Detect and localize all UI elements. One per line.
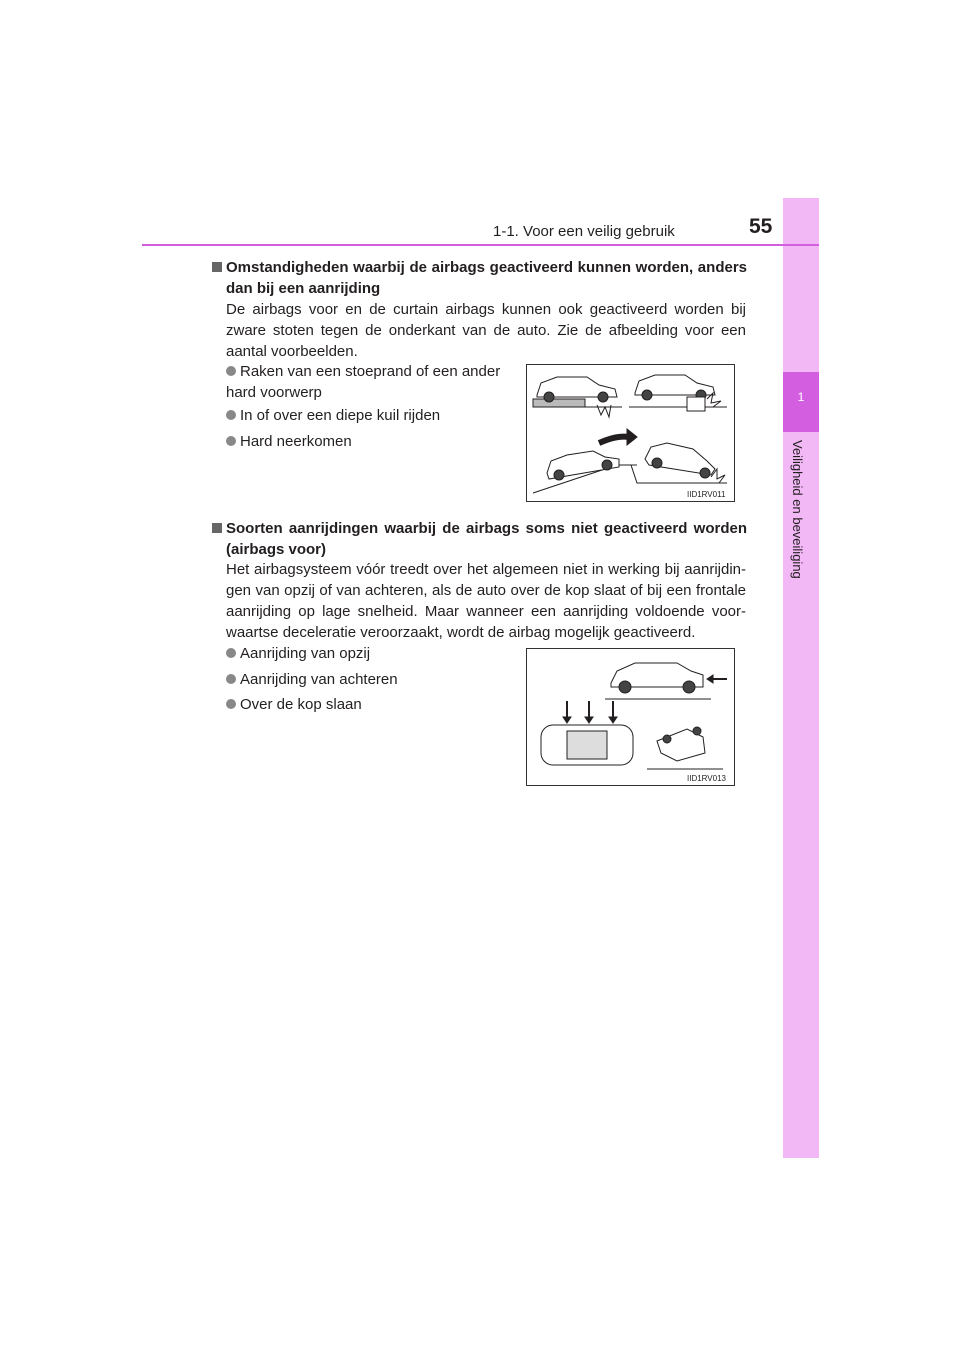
header-rule	[142, 244, 819, 246]
car-impact-illustration	[527, 365, 734, 501]
section-body-1: De airbags voor en de curtain airbags kunnen ook geactiveerd worden bij zware stoten tegen de onderkant van de auto. Zie de afbeelding voor een aantal voorbeelden.	[226, 301, 746, 360]
section-heading-2: Soorten aanrijdingen waarbij de airbags soms niet geactiveerd worden (airbags voor)	[212, 518, 747, 560]
figure-collision-types	[526, 648, 735, 786]
list-item: Over de kop slaan	[226, 694, 362, 715]
list-item: Hard neerkomen	[226, 431, 352, 452]
round-bullet-icon	[226, 410, 236, 420]
page-number: 55	[749, 215, 773, 238]
list-item: Aanrijding van achteren	[226, 669, 398, 690]
collision-types-illustration	[527, 649, 734, 785]
list-item: In of over een diepe kuil rijden	[226, 405, 440, 426]
square-bullet-icon	[212, 523, 222, 533]
round-bullet-icon	[226, 366, 236, 376]
chapter-side-tab	[783, 198, 819, 1158]
list-item: Raken van een stoeprand of een ander hard voorwerp	[226, 363, 501, 401]
round-bullet-icon	[226, 648, 236, 658]
round-bullet-icon	[226, 436, 236, 446]
section-header-title: 1-1. Voor een veilig gebruik	[493, 223, 675, 240]
round-bullet-icon	[226, 699, 236, 709]
section-heading-1: Omstandigheden waarbij de airbags geactiveerd kunnen worden, anders dan bij een aanrijding	[212, 257, 747, 299]
round-bullet-icon	[226, 674, 236, 684]
figure-undercarriage-impacts	[526, 364, 735, 502]
section-body-2: Het airbagsysteem vóór treedt over het algemeen niet in werking bij aanrijdin-gen van opzij of van achteren, als de auto over de kop slaat of bij een frontale aanrijding op lage snelheid. Maar wanneer een aanrijding voldoende voor-waartse deceleratie veroorzaakt, wordt de airbag mogelijk geactiveerd.	[226, 561, 746, 641]
figure-code: IID1RV013	[687, 774, 726, 783]
chapter-number: 1	[797, 390, 805, 404]
list-item: Aanrijding van opzij	[226, 643, 370, 664]
square-bullet-icon	[212, 262, 222, 272]
figure-code: IID1RV011	[687, 490, 726, 499]
chapter-title: Veiligheid en beveiliging	[790, 440, 805, 579]
